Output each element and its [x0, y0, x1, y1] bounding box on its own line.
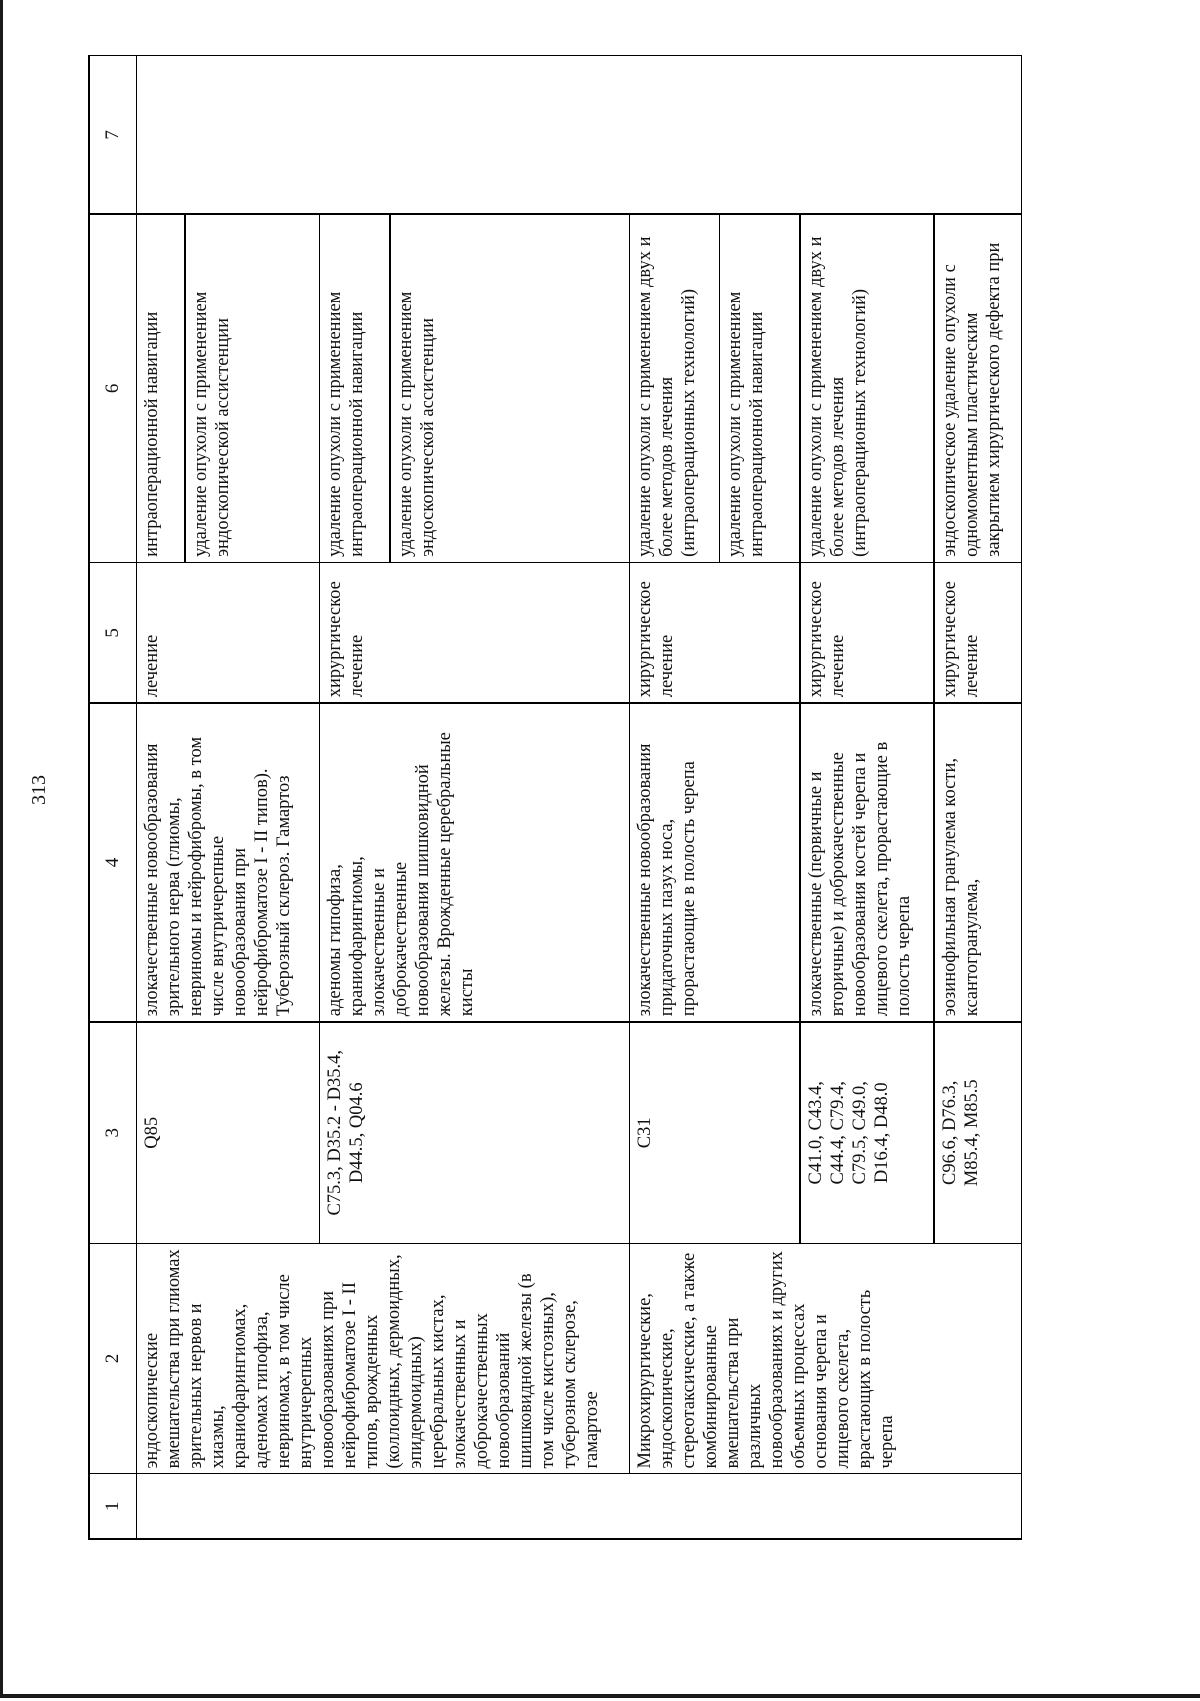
column-5-cell: хирургическое лечение	[801, 563, 934, 702]
column-6-cell: удаление опухоли с применением двух и более методов лечения (интраоперационных технологий)	[801, 215, 934, 562]
column-5-cell: хирургическое лечение	[630, 563, 799, 702]
column-5-cell: хирургическое лечение	[935, 563, 1021, 702]
header-cell-4: 4	[90, 704, 136, 1021]
column-6-cell: удаление опухоли с применением эндоскопической ассистенции	[391, 215, 629, 562]
header-cell-1: 1	[90, 1474, 136, 1538]
column-5-cell: лечение	[137, 563, 319, 702]
column-4-cell: эозинофильная гранулема кости, ксантогранулема,	[935, 704, 1021, 1021]
page-number: 313	[28, 775, 50, 805]
column-6-cell: эндоскопическое удаление опухоли с одномоментным пластическим закрытием хирургического дефекта при	[935, 215, 1021, 562]
header-cell-3: 3	[90, 1023, 136, 1243]
column-4-cell: злокачественные новообразования придаточных пазух носа, прорастающие в полость черепа	[630, 704, 799, 1021]
column-2-cell: Микрохирургические, эндоскопические, стереотаксические, а также комбинированные вмешательства при различных новообразованиях и других объемных процессах основания черепа и лицевого скелета, врастающих в полость черепа	[630, 1244, 1020, 1472]
header-cell-5: 5	[90, 563, 136, 702]
data-table	[88, 55, 1022, 1540]
column-4-cell: злокачественные новообразования зрительного нерва (глиомы, невриномы и нейрофибромы, в том числе внутричерепные новообразования при нейрофиброматозе I - II типов). Туберозный склероз. Гамартоз	[137, 704, 319, 1021]
column-6-cell: удаление опухоли с применением интраоперационной навигации	[320, 215, 389, 562]
column-1-cell	[137, 1474, 1020, 1538]
column-2-cell: эндоскопические вмешательства при глиомах зрительных нервов и хиазмы, краниофарингиомах, аденомах гипофиза, невриномах, в том числе внутричерепных новообразованиях при нейрофиброматозе I - II типов, врожденных (коллоидных, дермоидных, эпидермоидных) церебральных кистах, злокачественных и доброкачественных новообразований шишковидной железы (в том числе кистозных), туберозном склерозе, гамартозе	[137, 1244, 629, 1472]
column-6-cell: удаление опухоли с применением эндоскопической ассистенции	[186, 215, 319, 562]
column-3-cell: C41.0, C43.4, C44.4, C79.4, C79.5, C49.0, D16.4, D48.0	[801, 1023, 934, 1243]
column-3-cell: C96.6, D76.3, M85.4, M85.5	[935, 1023, 1021, 1243]
column-5-cell: хирургическое лечение	[320, 563, 628, 702]
header-cell-7: 7	[90, 57, 136, 214]
header-cell-2: 2	[90, 1244, 136, 1472]
header-cell-6: 6	[90, 215, 136, 562]
column-7-cell	[137, 57, 1020, 214]
column-3-cell: C31	[630, 1023, 799, 1243]
column-6-cell: интраоперационной навигации	[137, 215, 184, 562]
column-6-cell: удаление опухоли с применением интраоперационной навигации	[720, 215, 799, 562]
column-4-cell: аденомы гипофиза, краниофарингиомы, злокачественные и доброкачественные новообразования шишковидной железы. Врожденные церебральные кисты	[320, 704, 628, 1021]
column-3-cell: C75.3, D35.2 - D35.4, D44.5, Q04.6	[320, 1023, 628, 1243]
column-6-cell: удаление опухоли с применением двух и более методов лечения (интраоперационных технологий)	[630, 215, 719, 562]
column-4-cell: злокачественные (первичные и вторичные) и доброкачественные новообразования костей черепа и лицевого скелета, прорастающие в полость черепа	[801, 704, 934, 1021]
column-3-cell: Q85	[137, 1023, 319, 1243]
